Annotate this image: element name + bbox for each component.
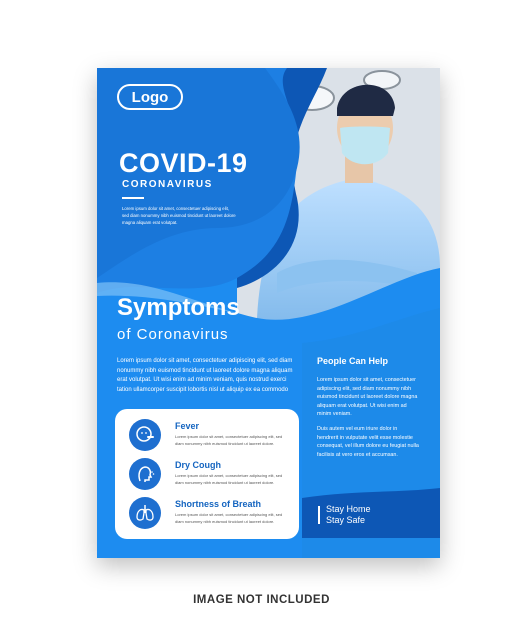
caption: IMAGE NOT INCLUDED bbox=[193, 594, 330, 606]
symptom-desc: Lorem ipsum dolor sit amet, consectetuer adipiscing elit, sed diam nonummy nibh euismod tincidunt ut laoreet dolore. bbox=[175, 473, 283, 485]
symptom-item-dry-cough bbox=[129, 458, 294, 494]
people-paragraph-1: Lorem ipsum dolor sit amet, consectetuer adipiscing elit, sed diam nonummy nibh euismod tincidunt ut laoreet dolore magna aliquam erat volutpat. Ut wisi enim ad minim veniam. bbox=[317, 377, 418, 418]
stay-home-text bbox=[326, 504, 371, 526]
stay-safe-line: Stay Safe bbox=[326, 515, 366, 525]
title-divider bbox=[122, 197, 144, 199]
people-can-help-title: People Can Help bbox=[317, 356, 389, 366]
flyer bbox=[97, 68, 440, 558]
stay-divider bbox=[318, 506, 320, 524]
symptom-item-fever bbox=[129, 419, 294, 455]
covid-title: COVID-19 bbox=[119, 148, 248, 178]
symptoms-description: Lorem ipsum dolor sit amet, consectetuer adipiscing elit, sed diam nonummy nibh euismod tincidunt ut laoreet dolore magna aliquam erat volutpat. Ut wisi enim ad minim veniam, quis nostrud exerci tation ullamcorper suscipit lobortis nisl ut aliquip ex ea commodo bbox=[117, 358, 293, 393]
cough-head-icon bbox=[129, 458, 161, 490]
symptom-title: Dry Cough bbox=[175, 460, 221, 470]
symptom-desc: Lorem ipsum dolor sit amet, consectetuer adipiscing elit, sed diam nonummy nibh euismod tincidunt ut laoreet dolore. bbox=[175, 512, 283, 524]
stay-home-line: Stay Home bbox=[326, 504, 371, 514]
thermometer-face-icon bbox=[129, 419, 161, 451]
symptom-desc: Lorem ipsum dolor sit amet, consectetuer adipiscing elit, sed diam nonummy nibh euismod tincidunt ut laoreet dolore. bbox=[175, 434, 283, 446]
lungs-icon bbox=[129, 497, 161, 529]
symptom-title: Fever bbox=[175, 421, 200, 431]
logo: Logo bbox=[117, 84, 183, 110]
symptom-item-shortness-of-breath bbox=[129, 497, 294, 533]
symptoms-title: Symptoms bbox=[117, 294, 240, 321]
covid-subtitle: CORONAVIRUS bbox=[122, 179, 213, 190]
symptom-title: Shortness of Breath bbox=[175, 499, 262, 509]
symptoms-card bbox=[115, 409, 299, 539]
people-paragraph-2: Duis autem vel eum iriure dolor in hendrerit in vulputate velit esse molestie consequat, vel illum dolore eu feugiat nulla facilisis at vero eros et accumsan. bbox=[317, 426, 419, 458]
intro-text: Lorem ipsum dolor sit amet, consectetuer adipiscing elit, sed diam nonummy nibh euismod tincidunt ut laoreet dolore magna aliquam erat volutpat. bbox=[122, 206, 236, 225]
symptoms-subtitle: of Coronavirus bbox=[117, 326, 229, 343]
